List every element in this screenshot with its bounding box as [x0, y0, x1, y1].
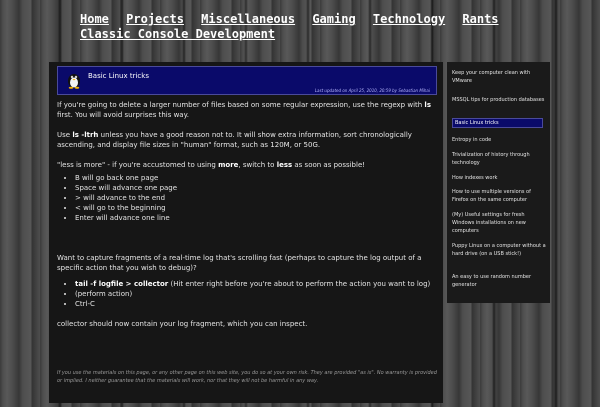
sidebar-item-indexes[interactable]: How indexes work: [452, 175, 498, 181]
article-meta: Last updated on April 25, 2010, 20:59 by Sebastian Mihai: [314, 88, 430, 93]
code-tail: tail -f logfile > collector: [75, 280, 169, 288]
nav-projects[interactable]: Projects: [126, 12, 184, 26]
article-body: [57, 100, 437, 329]
code-less: less: [276, 161, 293, 169]
sidebar-item-vmware[interactable]: Keep your computer clean with VMware: [452, 70, 531, 84]
list-item: • Enter will advance one line: [75, 213, 437, 223]
article-header: [57, 66, 437, 95]
top-nav: [80, 12, 550, 42]
paragraph-less-is-more: "less is more" - if you're accustomed to using more, switch to less as soon as possible!: [57, 161, 366, 169]
paragraph-capture-log: Want to capture fragments of a real-time log that's scrolling fast (perhaps to capture the log output of a specific action that you wish to debug)?: [57, 254, 422, 272]
sidebar-item-trivialization[interactable]: Trivialization of history through technology: [452, 152, 530, 166]
paragraph-ls-regexp: If you're going to delete a larger number of files based on some regular expression, use the regexp with ls first. You will avoid surprises this way.: [57, 101, 431, 119]
capture-steps-list: [57, 279, 437, 309]
sidebar-item-random-number[interactable]: An easy to use random number generator: [452, 274, 532, 288]
sidebar-item-windows-settings[interactable]: (My) Useful settings for fresh Windows installations on new computers: [452, 212, 526, 234]
code-ls: ls: [424, 101, 431, 109]
nav-home[interactable]: Home: [80, 12, 109, 26]
sidebar-item-basic-linux[interactable]: Basic Linux tricks: [452, 118, 543, 128]
article-title: Basic Linux tricks: [88, 72, 149, 80]
sidebar-item-mssql[interactable]: MSSQL tips for production databases: [452, 97, 545, 103]
less-keys-list: [57, 173, 437, 223]
nav-miscellaneous[interactable]: Miscellaneous: [201, 12, 296, 26]
list-item: • > will advance to the end: [75, 193, 437, 203]
article-panel: [49, 62, 443, 403]
nav-rants[interactable]: Rants: [462, 12, 499, 26]
nav-classic-console-development[interactable]: Classic Console Development: [80, 27, 276, 41]
list-item: • (perform action): [75, 289, 437, 299]
nav-technology[interactable]: Technology: [372, 12, 446, 26]
nav-gaming[interactable]: Gaming: [312, 12, 356, 26]
sidebar-item-puppy-linux[interactable]: Puppy Linux on a computer without a hard drive (on a USB stick!): [452, 243, 546, 257]
disclaimer: If you use the materials on this page, or any other page on this web site, you do so at your own risk. They are provided "as is". No warranty is provided or implied. I neither guarantee that the materials will work, nor that they will not be harmful in any way.: [57, 370, 437, 384]
sidebar-item-entropy[interactable]: Entropy in code: [452, 137, 492, 143]
list-item: • tail -f logfile > collector (Hit enter right before you're about to perform the action you want to log): [75, 279, 437, 289]
tux-penguin-icon: [65, 71, 83, 89]
sidebar: [447, 62, 550, 303]
code-ls-ltrh: ls -ltrh: [72, 131, 99, 139]
list-item: • Space will advance one page: [75, 183, 437, 193]
code-more: more: [218, 161, 239, 169]
list-item: • B will go back one page: [75, 173, 437, 183]
sidebar-item-firefox[interactable]: How to use multiple versions of Firefox on the same computer: [452, 189, 531, 203]
paragraph-ls-ltrh: Use ls -ltrh unless you have a good reason not to. It will show extra information, sort chronologically ascending, and display file sizes in "human" format, such as 120M, or 50G.: [57, 131, 412, 149]
list-item: • < will go to the beginning: [75, 203, 437, 213]
paragraph-collector: collector should now contain your log fragment, which you can inspect.: [57, 320, 308, 328]
list-item: • Ctrl-C: [75, 299, 437, 309]
